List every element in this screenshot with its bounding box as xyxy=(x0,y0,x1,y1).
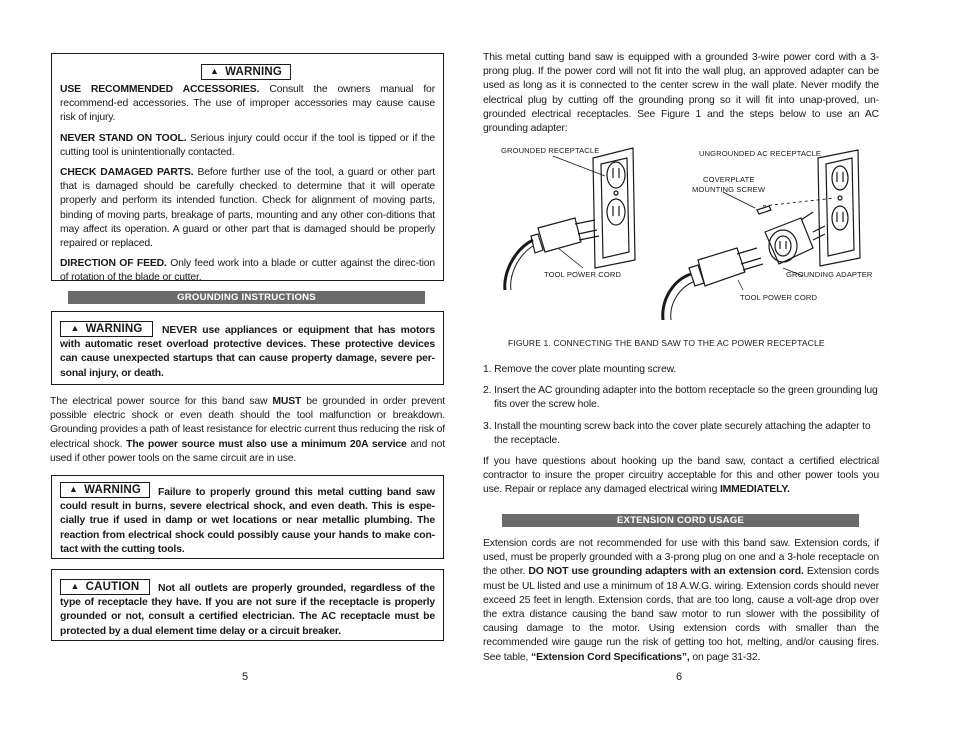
step-1: 1. Remove the cover plate mounting screw. xyxy=(483,364,677,375)
label-ungrounded-receptacle: UNGROUNDED AC RECEPTACLE xyxy=(699,149,822,158)
extension-cord-heading: EXTENSION CORD USAGE xyxy=(502,514,859,527)
warning-label-1: ▲ WARNING xyxy=(201,62,291,80)
label-grounded-receptacle: GROUNDED RECEPTACLE xyxy=(501,146,600,155)
questions-paragraph: If you have questions about hooking up the band saw, contact a certified electrical contractor to insure the proper circuitry acceptable for this and other power tools you use. Repair or replace any damaged electrical wiring IMMEDIATELY. xyxy=(483,456,879,496)
label-coverplate: COVERPLATE xyxy=(703,175,755,184)
warning-box-2-text: NEVER use appliances or equipment that has motors with automatic reset overload protective devices. These protective devices can cause unexpected startups that can cause property damage, severe per-sonal injury, or death. xyxy=(60,325,435,379)
warning-triangle-icon: ▲ xyxy=(209,66,220,76)
caution-triangle-icon: ▲ xyxy=(70,581,80,591)
warning-triangle-icon: ▲ xyxy=(68,484,79,494)
figure-1-illustration xyxy=(483,140,883,325)
label-tool-power-cord-left: TOOL POWER CORD xyxy=(544,270,622,279)
page-number-left: 5 xyxy=(242,671,249,683)
grounding-body-paragraph: The electrical power source for this band saw MUST be grounded in order prevent possible electric shock or even death should the tool malfunction or breakdown. Grounding provides a path of least resistance for electric current thus reducing the risk of electrical shock. The power source must also use a minimum 20A service and not used if other power tools on the same circuit are in use. xyxy=(50,396,445,464)
steps-list xyxy=(483,363,879,448)
warning-label-3: ▲ WARNING xyxy=(60,480,150,498)
grounding-instructions-heading: GROUNDING INSTRUCTIONS xyxy=(68,291,425,304)
label-mounting-screw: MOUNTING SCREW xyxy=(692,185,766,194)
label-grounding-adapter: GROUNDING ADAPTER xyxy=(786,270,873,279)
step-2: 2. Insert the AC grounding adapter into the bottom receptacle so the green grounding lug fits over the screw hole. xyxy=(483,385,878,411)
tool-cord-left xyxy=(505,240,533,290)
warning-label-2: ▲ WARNING xyxy=(60,319,153,337)
page-number-right: 6 xyxy=(676,671,683,683)
extension-paragraph: Extension cords are not recommended for use with this band saw. Extension cords, if used, must be properly grounded with a 3-prong plug on one and a 3-hole receptacle on the other. DO NOT use grounding adapters with an extension cord. Extension cords must be UL listed and use a minimum of 18 A.W.G. wiring. Extension cords should never exceed 25 feet in length. Extension cords, that are too long, cause a volt-age drop over the extra distance causing the band saw motor to run slower with the possibility of causing damage to the motor. Using extension cords with smaller than the recommended wire gauge run the risk of getting too hot, melting, and/or causing fires. See table, “Extension Cord Specifications”, on page 31-32. xyxy=(483,538,879,663)
figure-caption: FIGURE 1. CONNECTING THE BAND SAW TO THE AC POWER RECEPTACLE xyxy=(508,338,825,348)
tool-plug-left-icon xyxy=(538,218,581,252)
warning-triangle-icon: ▲ xyxy=(70,323,80,333)
caution-label: ▲ CAUTION xyxy=(60,577,150,595)
label-tool-power-cord-right: TOOL POWER CORD xyxy=(740,293,818,302)
caution-box-text: Not all outlets are properly grounded, regardless of the type of receptacle they have. If you are not sure if the receptacle is properly grounded or not, consult a certified electrician. The AC receptacle must be protected by a dual element time delay or a circuit breaker. xyxy=(60,583,435,637)
mounting-screw-icon xyxy=(757,206,771,214)
tool-cord-right xyxy=(663,274,691,320)
warning-box-3-text: Failure to properly ground this metal cutting band saw could result in burns, severe electrical shock, and even death. This is espe-cially true if used in damp or wet locations or near metallic plumbing. The reaction from electrical shock could possibly cause your hands to make con-tact with the cutting tools. xyxy=(60,487,435,555)
warning-box-1-text: USE RECOMMENDED ACCESSORIES. Consult the owners manual for recommend-ed accessories. The use of improper accessories may cause cause risk of injury. NEVER STAND ON TOOL. Serious injury could occur if the tool is tipped or if the cutting tool is unintentionally contacted. CHECK DAMAGED PARTS. Before further use of the tool, a guard or other part that is damaged should be carefully checked to determine that it will operate properly and perform its intended function. Check for alignment of moving parts, binding of moving parts, breakage of parts, mounting and any other con-ditions that may affect its operation. A guard or other part that is damaged should be properly repaired or replaced. DIRECTION OF FEED. Only feed work into a blade or cutter against the direc-tion of rotation of the blade or cutter. xyxy=(60,84,436,284)
step-3: 3. Install the mounting screw back into the cover plate securely attaching the adapter to the receptacle. xyxy=(483,420,871,446)
intro-paragraph: This metal cutting band saw is equipped with a grounded 3-wire power cord with a 3-prong plug. If the power cord will not fit into the wall plug, an approved adapter can be used as long as it is connected to the center screw in the wall plate. Never modify the electrical plug by cutting off the grounding prong so it will fit into unap-proved, un-grounded electrical receptacles. See Figure 1 and the steps below to use an AC grounding adapter: xyxy=(483,52,879,135)
